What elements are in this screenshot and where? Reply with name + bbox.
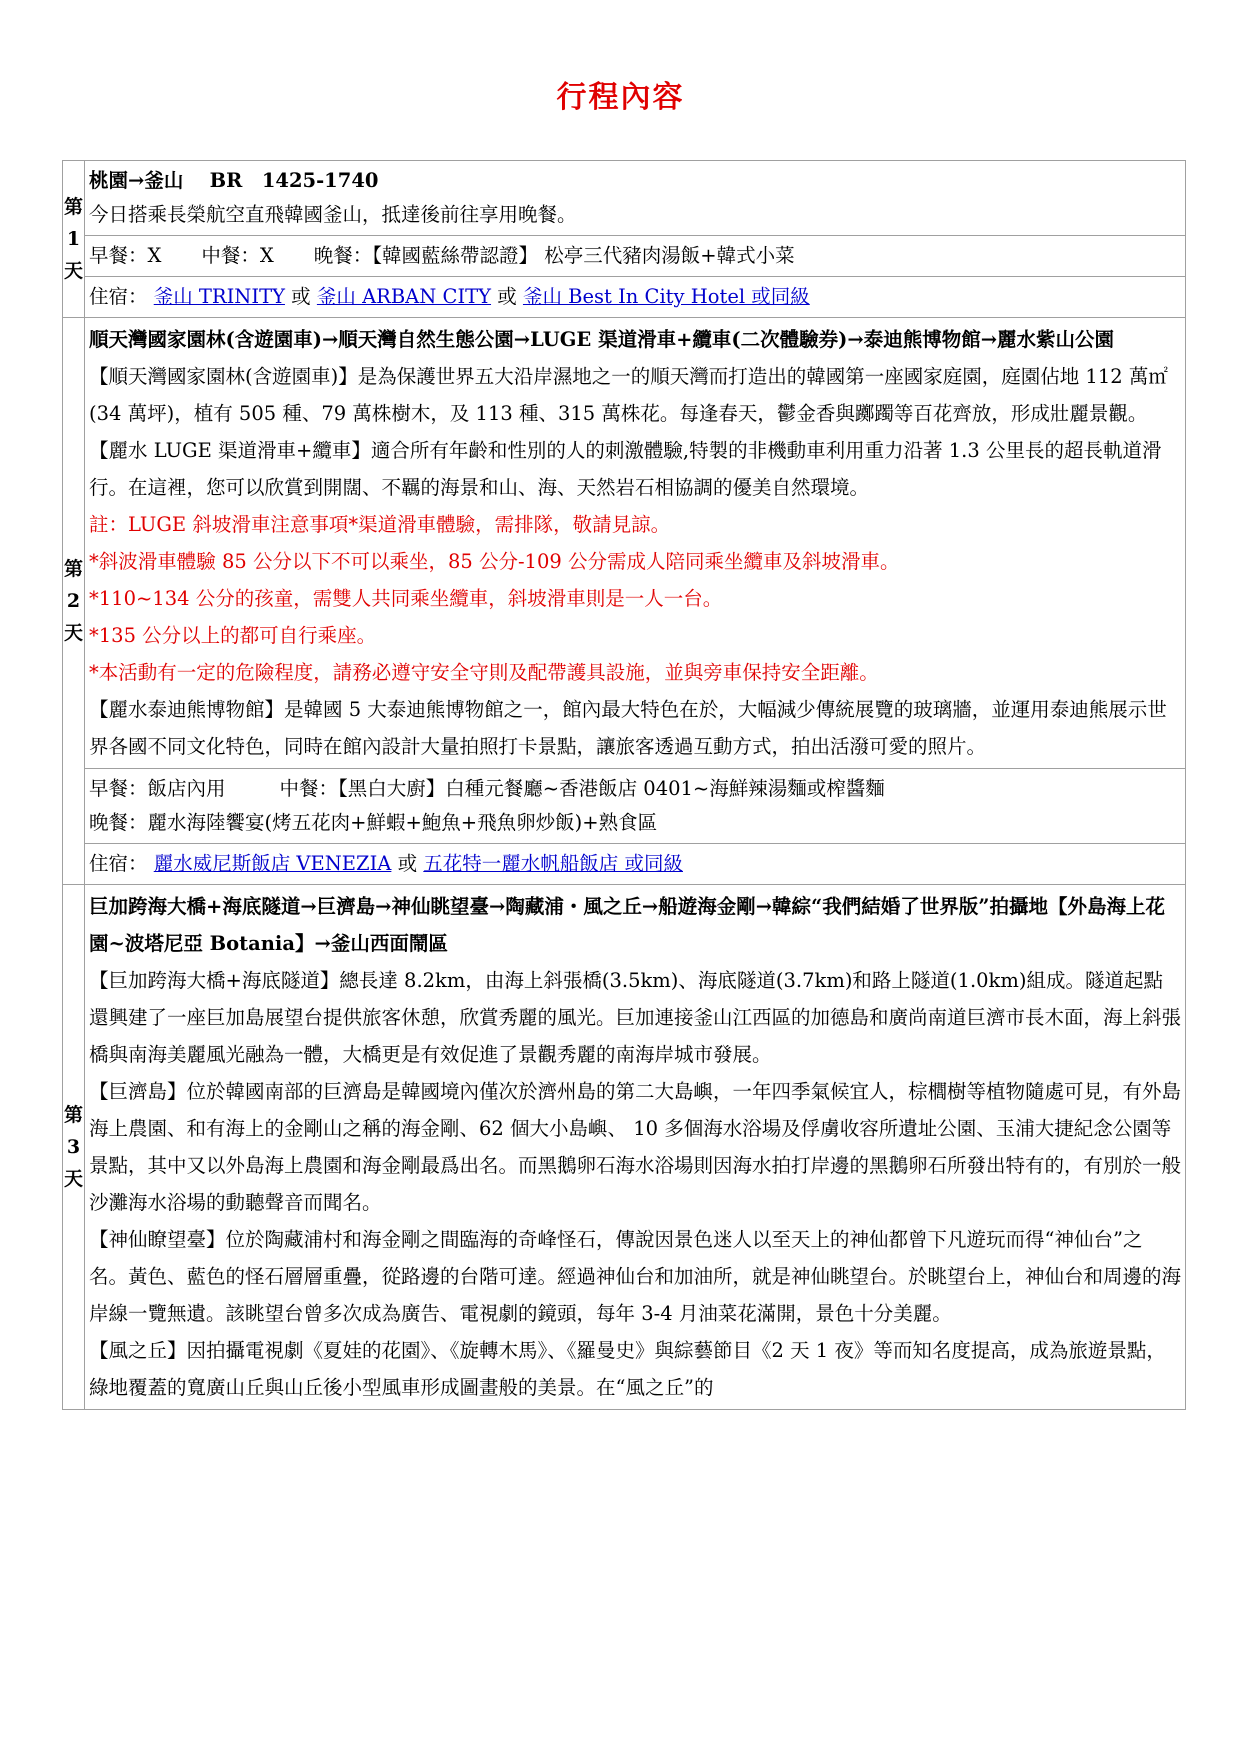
day1-label: 第 1 天: [63, 161, 85, 318]
day1-route-cell: [85, 161, 1186, 236]
day2-paragraph-teddy-bear: 【麗水泰迪熊博物館】是韓國 5 大泰迪熊博物館之一，館內最大特色在於，大幅減少傳統展覽的玻璃牆，並運用泰迪熊展示世界各國不同文化特色，同時在館內設計大量拍照打卡景點，讓旅客透過互動方式，拍出活潑可愛的照片。: [89, 698, 1167, 758]
day3-paragraph-geoga-bridge: 【巨加跨海大橋+海底隧道】總長達 8.2km，由海上斜張橋(3.5km)、海底隧道(3.7km)和路上隧道(1.0km)組成。隧道起點還興建了一座巨加島展望台提供旅客休憩，欣賞秀麗的風光。巨加連接釜山江西區的加德島和廣尚南道巨濟市長木面，海上斜張橋與南海美麗風光融為一體，大橋更是有效促進了景觀秀麗的南海岸城市發展。: [89, 969, 1182, 1066]
day1-hotel-link-bestincity[interactable]: 釜山 Best In City Hotel 或同級: [522, 285, 810, 308]
day2-meals: [85, 769, 1186, 844]
day1-meals: [85, 236, 1186, 277]
day3-label: 第 3 天: [63, 885, 85, 1410]
day1-breakfast: 早餐：X: [89, 244, 162, 267]
day1-hotel-link-arban[interactable]: 釜山 ARBAN CITY: [316, 285, 492, 308]
day1-hotel: 住宿： 釜山 TRINITY 或 釜山 ARBAN CITY 或 釜山 Best In City Hotel 或同級: [85, 277, 1186, 318]
day2-hotel: 住宿： 麗水威尼斯飯店 VENEZIA 或 五花特一麗水帆船飯店 或同級: [85, 844, 1186, 885]
day1-hotel-prefix: 住宿：: [89, 285, 148, 308]
day2-hotel-link-venezia[interactable]: 麗水威尼斯飯店 VENEZIA: [153, 852, 392, 875]
day2-route: 順天灣國家園林(含遊園車)→順天灣自然生態公園→LUGE 渠道滑車+纜車(二次體驗券)→泰迪熊博物館→麗水紫山公園: [89, 328, 1115, 351]
day2-note: *135 公分以上的都可自行乘座。: [89, 624, 377, 647]
day2-paragraph-suncheon: 【順天灣國家園林(含遊園車)】是為保護世界五大沿岸濕地之一的順天灣而打造出的韓國第一座國家庭園，庭園佔地 112 萬㎡(34 萬坪)，植有 505 種、79 萬株樹木，及 113 種、315 萬株花。每逢春天，鬱金香與躑躅等百花齊放，形成壯麗景觀。: [89, 365, 1168, 425]
day2-content: [85, 318, 1186, 769]
day2-dinner: 晚餐：麗水海陸饗宴(烤五花肉+鮮蝦+鮑魚+飛魚卵炒飯)+熟食區: [89, 811, 658, 834]
day2-meals-row: [63, 769, 1186, 844]
day1-lunch: 中餐：X: [201, 244, 274, 267]
day2-hotel-row: [63, 844, 1186, 885]
day3-paragraph-windy-hill: 【風之丘】因拍攝電視劇《夏娃的花園》、《旋轉木馬》、《羅曼史》與綜藝節目《2 天 1 夜》等而知名度提高，成為旅遊景點，綠地覆蓋的寬廣山丘與山丘後小型風車形成圖畫般的美景。在“風之丘”的: [89, 1339, 1166, 1399]
day1-dinner: 晚餐：【韓國藍絲帶認證】 松亭三代豬肉湯飯+韓式小菜: [313, 244, 795, 267]
day1-route: 桃園→釜山 BR 1425-1740: [89, 169, 379, 192]
day3-paragraph-geoje: 【巨濟島】位於韓國南部的巨濟島是韓國境內僅次於濟州島的第二大島嶼，一年四季氣候宜人，棕櫚樹等植物隨處可見，有外島海上農園、和有海上的金剛山之稱的海金剛、62 個大小島嶼、 10 多個海水浴場及俘虜收容所遺址公園、玉浦大捷紀念公園等景點，其中又以外島海上農園和海金剛最爲出名。而黑鵝卵石海水浴場則因海水拍打岸邊的黑鵝卵石所發出特有的，有別於一般沙灘海水浴場的動聽聲音而聞名。: [89, 1080, 1182, 1214]
day2-note: *斜波滑車體驗 85 公分以下不可以乘坐，85 公分-109 公分需成人陪同乘坐纜車及斜坡滑車。: [89, 550, 900, 573]
day2-hotel-link-sailboat[interactable]: 五花特一麗水帆船飯店 或同級: [423, 852, 683, 875]
day1-description: 今日搭乘長榮航空直飛韓國釜山，抵達後前往享用晚餐。: [89, 203, 577, 226]
day3-route: 巨加跨海大橋+海底隧道→巨濟島→神仙眺望臺→陶藏浦・風之丘→船遊海金剛→韓綜“我們結婚了世界版”拍攝地【外島海上花園~波塔尼亞 Botania】→釜山西面鬧區: [89, 895, 1165, 955]
day2-lunch: 中餐：【黑白大廚】白種元餐廳~香港飯店 0401~海鮮辣湯麵或榨醬麵: [279, 777, 885, 800]
day2-paragraph-luge: 【麗水 LUGE 渠道滑車+纜車】適合所有年齡和性別的人的刺激體驗,特製的非機動車利用重力沿著 1.3 公里長的超長軌道滑行。在這裡，您可以欣賞到開闊、不羈的海景和山、海、天然岩石相協調的優美自然環境。: [89, 439, 1162, 499]
day2-label: 第 2 天: [63, 318, 85, 885]
day1-route-row: [63, 161, 1186, 236]
day2-breakfast: 早餐：飯店內用: [89, 777, 226, 800]
day3-paragraph-sinseondae: 【神仙瞭望臺】位於陶藏浦村和海金剛之間臨海的奇峰怪石，傳說因景色迷人以至天上的神仙都曾下凡遊玩而得“神仙台”之名。黃色、藍色的怪石層層重疊，從路邊的台階可達。經過神仙台和加油所，就是神仙眺望台。於眺望台上，神仙台和周邊的海岸線一覽無遺。該眺望台曾多次成為廣告、電視劇的鏡頭，每年 3-4 月油菜花滿開，景色十分美麗。: [89, 1228, 1182, 1325]
day2-note: 註：LUGE 斜坡滑車注意事項*渠道滑車體驗，需排隊，敬請見諒。: [89, 513, 671, 536]
page-title: 行程內容: [556, 80, 685, 115]
day2-note: *本活動有一定的危險程度，請務必遵守安全守則及配帶護具設施，並與旁車保持安全距離。: [89, 661, 879, 684]
day1-hotel-row: [63, 277, 1186, 318]
itinerary-table: [62, 160, 1186, 1410]
day1-hotel-link-trinity[interactable]: 釜山 TRINITY: [153, 285, 285, 308]
day1-meals-row: [63, 236, 1186, 277]
day2-content-row: [63, 318, 1186, 769]
day3-content-row: [63, 885, 1186, 1410]
day2-hotel-prefix: 住宿：: [89, 852, 148, 875]
day3-content: [85, 885, 1186, 1410]
day2-note: *110~134 公分的孩童，需雙人共同乘坐纜車，斜坡滑車則是一人一台。: [89, 587, 723, 610]
